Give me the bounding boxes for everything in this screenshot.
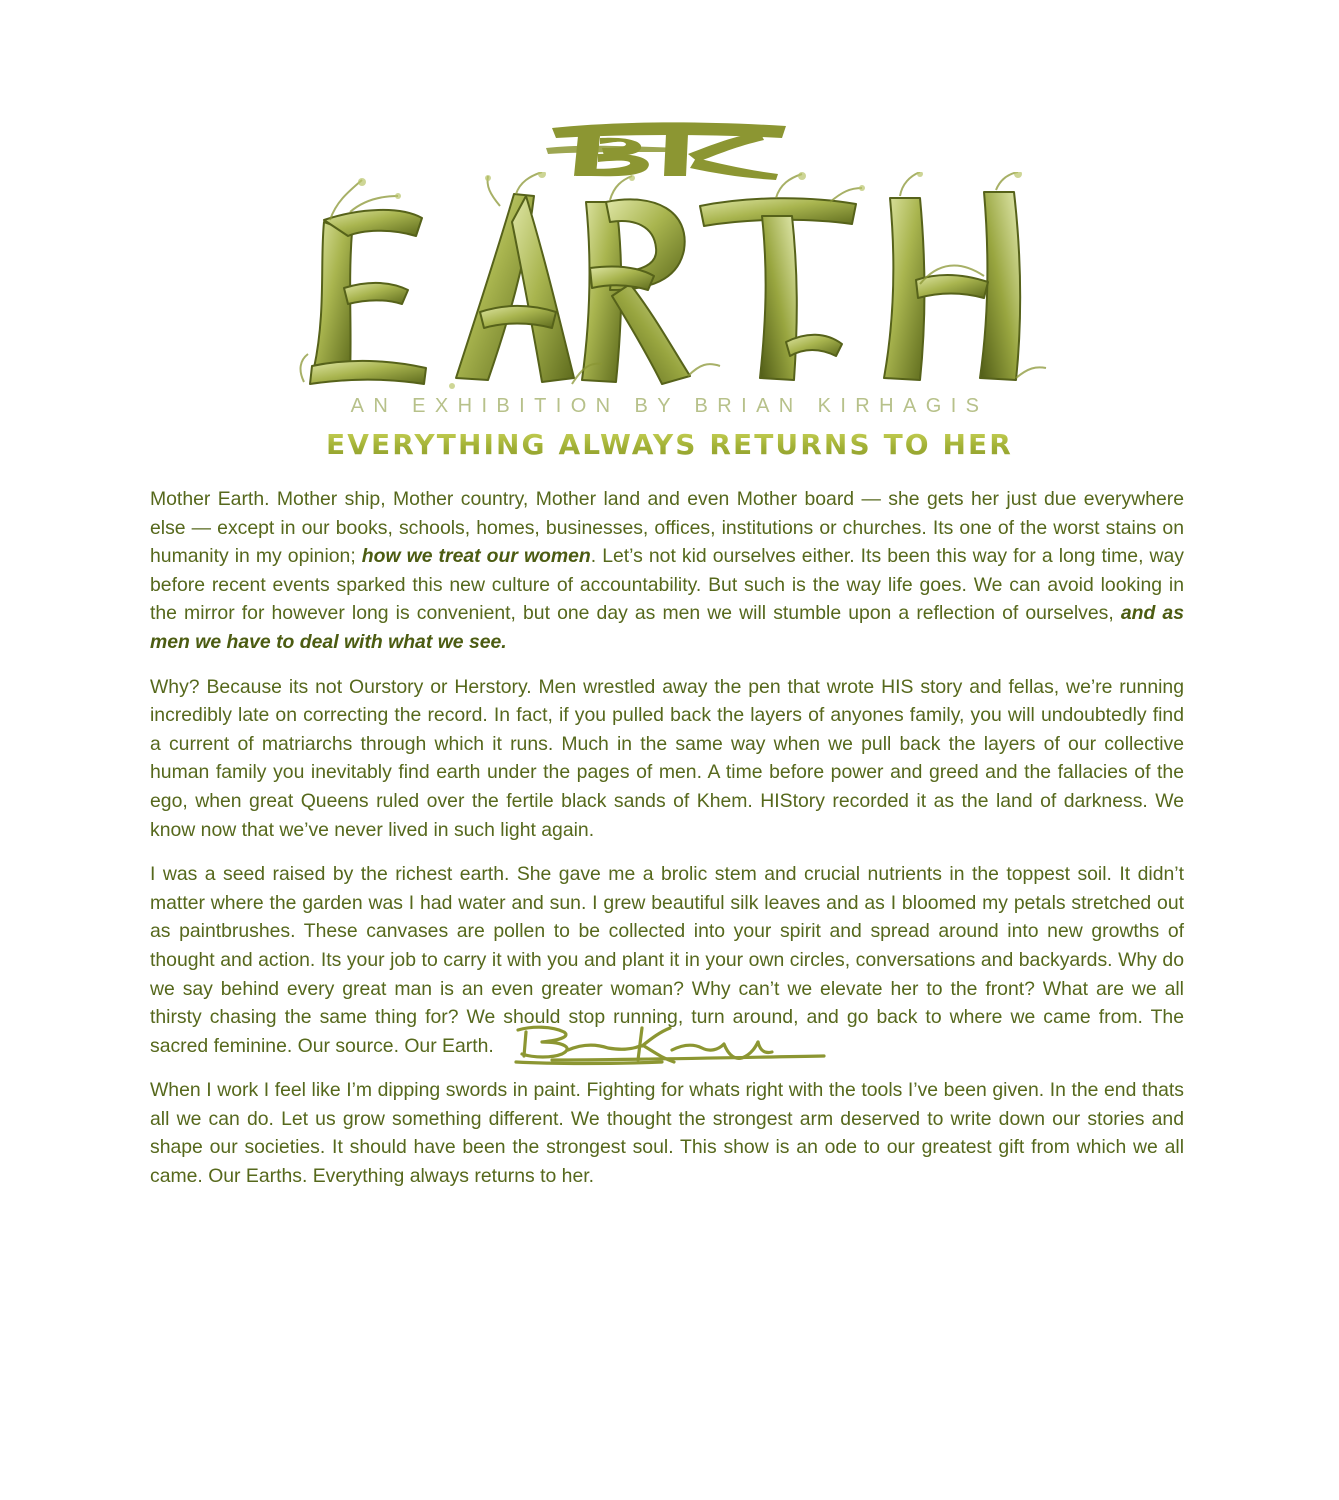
statement-paragraph — [150, 1076, 1184, 1190]
statement-text: . Let’s not kid ourselves either. Its been this way for a long time, way before recent events sparked this new culture of accountability. But such is the way life goes. We can avoid looking in the mirror for however long is convenient, but one day as men we will stumble upon a reflection of ourselves, — [150, 545, 1185, 625]
statement-text: Why? Because its not Ourstory or Herstory. Men wrestled away the pen that wrote HIS story and fellas, we’re running incredibly late on correcting the record. In fact, if you pulled back the layers of anyones family, you will undoubtedly find a current of matriarchs through which it runs. Much in the same way when we pull back the layers of our collective human family you inevitably find earth under the pages of men. A time before power and greed and the fallacies of the ego, when great Queens ruled over the fertile black sands of Khem. HIStory recorded it as the land of darkness. We know now that we’ve never lived in such light again. — [150, 675, 1184, 841]
statement-text: Mother Earth. Mother ship, Mother country, Mother land and even Mother board — she gets her just due everywhere else — except in our books, schools, homes, businesses, offices, institutions or churches. Its one of the worst stains on humanity in my opinion; — [150, 488, 1184, 568]
statement-text: When I work I feel like I’m dipping swords in paint. Fighting for whats right with the tools I’ve been given. In the end thats all we can do. Let us grow something different. We thought the strongest arm deserved to write down our stories and shape our societies. It should have been the strongest soul. This show is an ode to our greatest gift from which we all came. Our Earths. Everything always returns to her. — [150, 1079, 1184, 1188]
statement-paragraph — [150, 673, 1184, 845]
emphasized-text: and as men we have to deal with what we see. — [150, 602, 1184, 653]
emphasized-text: how we treat our women — [361, 545, 591, 568]
exhibition-subtitle: AN EXHIBITION BY BRIAN KIRHAGIS — [350, 395, 989, 417]
artist-statement — [150, 485, 1184, 1207]
exhibition-header — [0, 0, 1339, 470]
earth-title-artwork — [290, 172, 1050, 394]
statement-paragraph — [150, 860, 1184, 1060]
statement-paragraph — [150, 485, 1184, 657]
exhibition-tagline: EVERYTHING ALWAYS RETURNS TO HER — [0, 428, 1339, 461]
statement-text: I was a seed raised by the richest earth. She gave me a brolic stem and crucial nutrients in the toppest soil. It didn’t matter where the garden was I had water and sun. I grew beautiful silk leaves and as I bloomed my petals stretched out as paintbrushes. These canvases are pollen to be collected into your spirit and spread around into new growths of thought and action. Its your job to carry it with you and plant it in your own circles, conversations and backyards. Why do we say behind every great man is an even greater woman? Why can’t we elevate her to the front? What are we all thirsty chasing the same thing for? We should stop running, turn around, and go back to where we came from. The sacred feminine. Our source. Our Earth. — [150, 863, 1184, 1057]
